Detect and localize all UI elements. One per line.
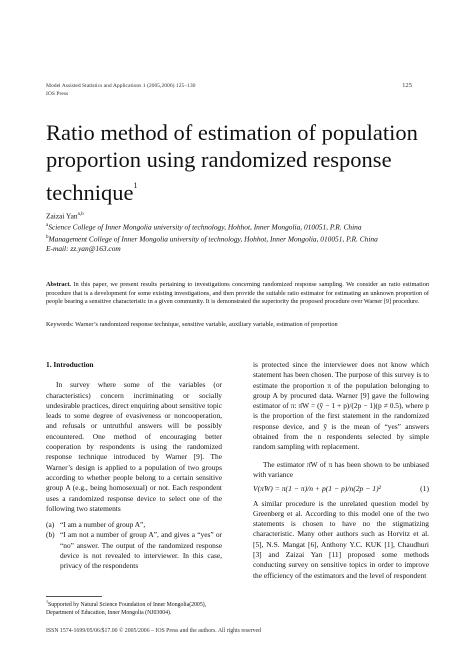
equation-body: V(π̂W) = π(1 − π)/n + p(1 − p)/n(2p − 1)² bbox=[253, 484, 381, 494]
statement-list bbox=[46, 520, 222, 571]
body-paragraph: The estimator π̂W of π has been shown to be unbiased with variance bbox=[253, 459, 429, 479]
publisher: IOS Press bbox=[46, 91, 69, 97]
list-item-label: (b) bbox=[46, 530, 55, 540]
paper-title bbox=[46, 120, 426, 207]
abstract bbox=[46, 281, 429, 307]
body-paragraph: is protected since the interviewer does not know which statement has been chosen. The purpose of this survey is to estimate the proportion π of the population belonging to group A by procured data. Warner [9] gave the following estimator of π: π̂W = (ȳ − 1 + p)/(2p − 1)(p ≠ 0.5), where p is the proportion of the first statement in the randomized response device, and ȳ is the mean of “yes” answers obtained from the n respondents selected by simple random sampling with replacement. bbox=[253, 360, 429, 452]
list-item-text: “I am not a number of group A”, and gives a “yes” or “no” answer. The output of the randomized response device is not revealed to interviewer. In this case, privacy of the respondents bbox=[60, 530, 222, 571]
section-heading: 1. Introduction bbox=[46, 360, 94, 369]
author-name-text: Zaizai Yan bbox=[46, 211, 78, 221]
title-text: Ratio method of estimation of population proportion using randomized response technique bbox=[46, 120, 418, 205]
equation-1 bbox=[253, 484, 429, 494]
footnote-rule bbox=[46, 596, 102, 597]
left-column bbox=[46, 360, 222, 572]
page-number: 125 bbox=[402, 82, 412, 89]
list-item bbox=[46, 530, 222, 571]
author-affil-marks: a,b bbox=[77, 212, 84, 217]
keywords: Keywords: Warner’s randomized response technique, sensitive variable, auxiliary variable, estimation of proportion bbox=[46, 321, 338, 328]
abstract-text: In this paper, we present results pertaining to investigations concerning randomized response sampling. We consider an ratio estimation procedure that is a development for some existing investigations, and then provide the suitable ratio estimator for estimating an unknown proportion of people bearing a sensitive characteristic in a given community. It is demonstrated the superiority the proposed procedure over Warner [9] procedure. bbox=[46, 281, 430, 306]
author-email: E-mail: zz.yan@163.com bbox=[46, 244, 121, 254]
list-item-text: “I am a number of group A”, bbox=[60, 520, 146, 530]
title-footnote-mark: 1 bbox=[133, 181, 138, 190]
affiliation-a: $^a$Science College of Inner Mongolia university of technology, Hohhot, Inner Mongolia, 010051, P.R. China bbox=[46, 222, 362, 232]
footnote bbox=[46, 598, 222, 617]
affiliation-a-text: Science College of Inner Mongolia university of technology, Hohhot, Inner Mongolia, 010051, P.R. China bbox=[48, 222, 362, 232]
list-item-label: (a) bbox=[46, 520, 55, 530]
equation-number: (1) bbox=[420, 484, 429, 494]
affiliation-b: $^b$Management College of Inner Mongolia university of technology, Hohhot, Inner Mongolia, 010051, P.R. China bbox=[46, 234, 378, 244]
abstract-label: Abstract. bbox=[46, 281, 72, 288]
affiliation-b-text: Management College of Inner Mongolia university of technology, Hohhot, Inner Mongolia, 010051, P.R. China bbox=[48, 234, 378, 244]
running-header bbox=[46, 82, 195, 98]
body-paragraph: A similar procedure is the unrelated question model by Greenberg et al. According to this model one of the two statements is chosen to have no the stigmatizing characteristic. Many other authors such as Horvitz et al. [5], N.S. Mangat [6], Anthony Y.C. KUK [1], Chaudhuri [3] and Zaizai Yan [11] proposed some methods conducting survey on sensitive topics in order to improve the efficiency of the estimators and the level of respondent bbox=[253, 498, 429, 580]
footnote-text: Supported by Natural Science Foundation of Inner Mongolia(2005), Department of Education, Inner Mongolia (NJ03004). bbox=[46, 601, 207, 616]
list-item bbox=[46, 520, 222, 530]
footnote-mark: 1 bbox=[46, 599, 48, 604]
right-column bbox=[253, 360, 429, 581]
intro-paragraph: In survey where some of the variables (or characteristics) concern incriminating or socially undesirable practices, direct enquiring about sensitive topic leads to some degree of evasiveness or noncooperation, and refusals or untruthful answers will be possibly encountered. One method of encouraging better cooperation by respondents is using the randomized response technique introduced by Warner [9]. The Warner’s design is applied to a population of two groups according to whether people belong to a certain sensitive group A (e.g., being homosexual) or not. Each respondent uses a randomized response device to select one of the following two statements bbox=[46, 380, 222, 513]
journal-line: Model Assisted Statistics and Applications 1 (2005,2006) 125–130 bbox=[46, 83, 196, 89]
copyright-footer: ISSN 1574-1699/05/06/$17.00 © 2005/2006 – IOS Press and the authors. All rights reserved bbox=[46, 628, 262, 634]
author-block bbox=[46, 210, 436, 254]
author-name bbox=[46, 210, 436, 221]
